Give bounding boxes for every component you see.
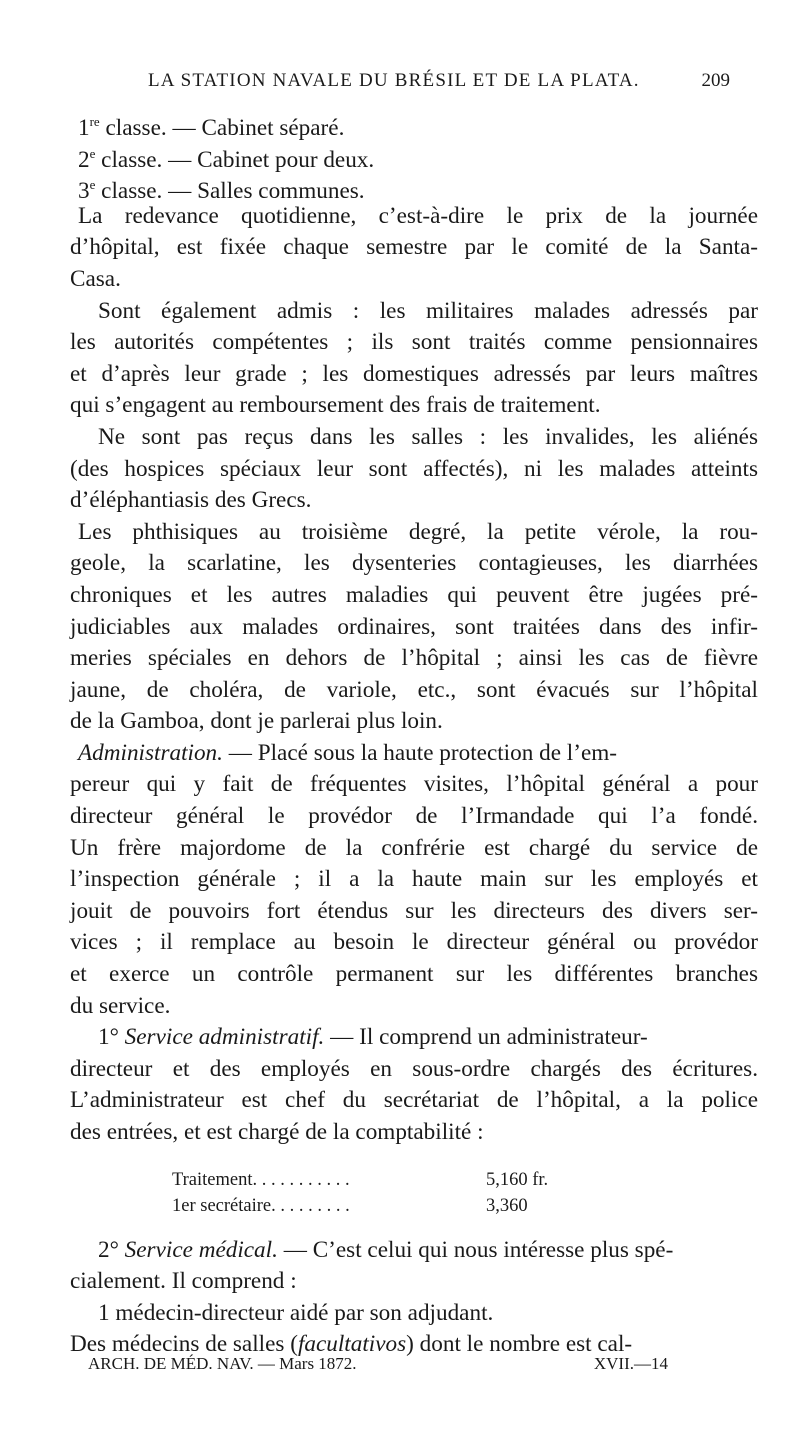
footer-signature: XVII.—14 [593,1354,668,1373]
salary-row [172,1193,602,1219]
text-line: pereur qui y fait de fréquentes visites, l’hôpital général a pour [70,771,758,798]
salary-label: Traitement. . . . . . . . . . . [172,1169,350,1190]
text-line: des entrées, et est chargé de la comptabilité : [70,1119,484,1145]
text-line: Un frère majordome de la confrérie est chargé du service de [70,834,758,861]
text-line-last: Des médecins de salles (facultativos) dont le nombre est cal- [70,1331,633,1358]
section-heading-administration: Administration. — Placé sous la haute protection de l’em- [78,739,618,766]
text-line: (des hospices spéciaux leur sont affectés), ni les malades atteints [70,455,758,482]
section-heading-service-administratif: 1° Service administratif. — Il comprend un administrateur- [98,1024,648,1051]
text-line: directeur et des employés en sous-ordre chargés des écritures. [70,1055,758,1082]
class-line-2: 2e classe. — Cabinet pour deux. [78,145,375,173]
text-line: de la Gamboa, dont je parlerai plus loin. [70,708,443,735]
text-line: cialement. Il comprend : [70,1268,297,1295]
page-number: 209 [701,70,730,91]
text-line: l’inspection générale ; il a la haute main sur les employés et [70,866,758,893]
text-line: les autorités compétentes ; ils sont traités comme pensionnaires [70,329,758,356]
text-line: vices ; il remplace au besoin le directeur général ou provédor [70,929,758,956]
text-line: Les phthisiques au troisième degré, la petite vérole, la rou- [78,518,758,545]
footer-citation: ARCH. DE MÉD. NAV. — Mars 1872. [88,1354,357,1373]
salary-value: 3,360 [486,1195,528,1216]
section-heading-service-medical: 2° Service médical. — C’est celui qui nous intéresse plus spé- [98,1236,674,1263]
text-line: d’éléphantiasis des Grecs. [70,487,312,514]
salary-label: 1er secrétaire. . . . . . . . . [172,1195,350,1216]
running-title: LA STATION NAVALE DU BRÉSIL ET DE LA PLATA. [148,70,640,91]
text-line: qui s’engagent au remboursement des frais de traitement. [70,392,601,419]
text-line: La redevance quotidienne, c’est-à-dire le prix de la journée [78,202,758,229]
running-header [148,70,730,92]
text-line: 1 médecin-directeur aidé par son adjudant. [98,1299,494,1326]
text-line: Ne sont pas reçus dans les salles : les invalides, les aliénés [98,423,758,450]
class-line-1: 1re classe. — Cabinet séparé. [78,114,345,141]
text-line: meries spéciales en dehors de l’hôpital ; ainsi les cas de fièvre [70,645,758,672]
text-line: d’hôpital, est fixée chaque semestre par le comité de la Santa- [70,234,758,261]
text-line: jouit de pouvoirs fort étendus sur les directeurs des divers ser- [70,897,758,924]
salary-row [172,1167,602,1193]
salary-value: 5,160 fr. [486,1169,549,1190]
text-line: du service. [70,992,171,1019]
text-line: et exerce un contrôle permanent sur les différentes branches [70,961,758,988]
text-line: geole, la scarlatine, les dysenteries contagieuses, les diarrhées [70,550,758,577]
body-text [70,106,758,1361]
text-line: Casa. [70,265,121,292]
text-line: et d’après leur grade ; les domestiques adressés par leurs maîtres [70,360,758,387]
text-line: judiciables aux malades ordinaires, sont traitées dans des infir- [70,613,758,640]
text-line: jaune, de choléra, de variole, etc., sont évacués sur l’hôpital [70,676,758,703]
class-line-3: 3e classe. — Salles communes. [78,177,365,205]
text-line: L’administrateur est chef du secrétariat de l’hôpital, a la police [70,1087,758,1114]
page-footer [88,1354,668,1374]
text-line: directeur général le provédor de l’Irmandade qui l’a fondé. [70,803,758,830]
text-line: Sont également admis : les militaires malades adressés par [98,297,758,324]
text-line: chroniques et les autres maladies qui peuvent être jugées pré- [70,581,758,608]
salary-table [172,1167,602,1219]
